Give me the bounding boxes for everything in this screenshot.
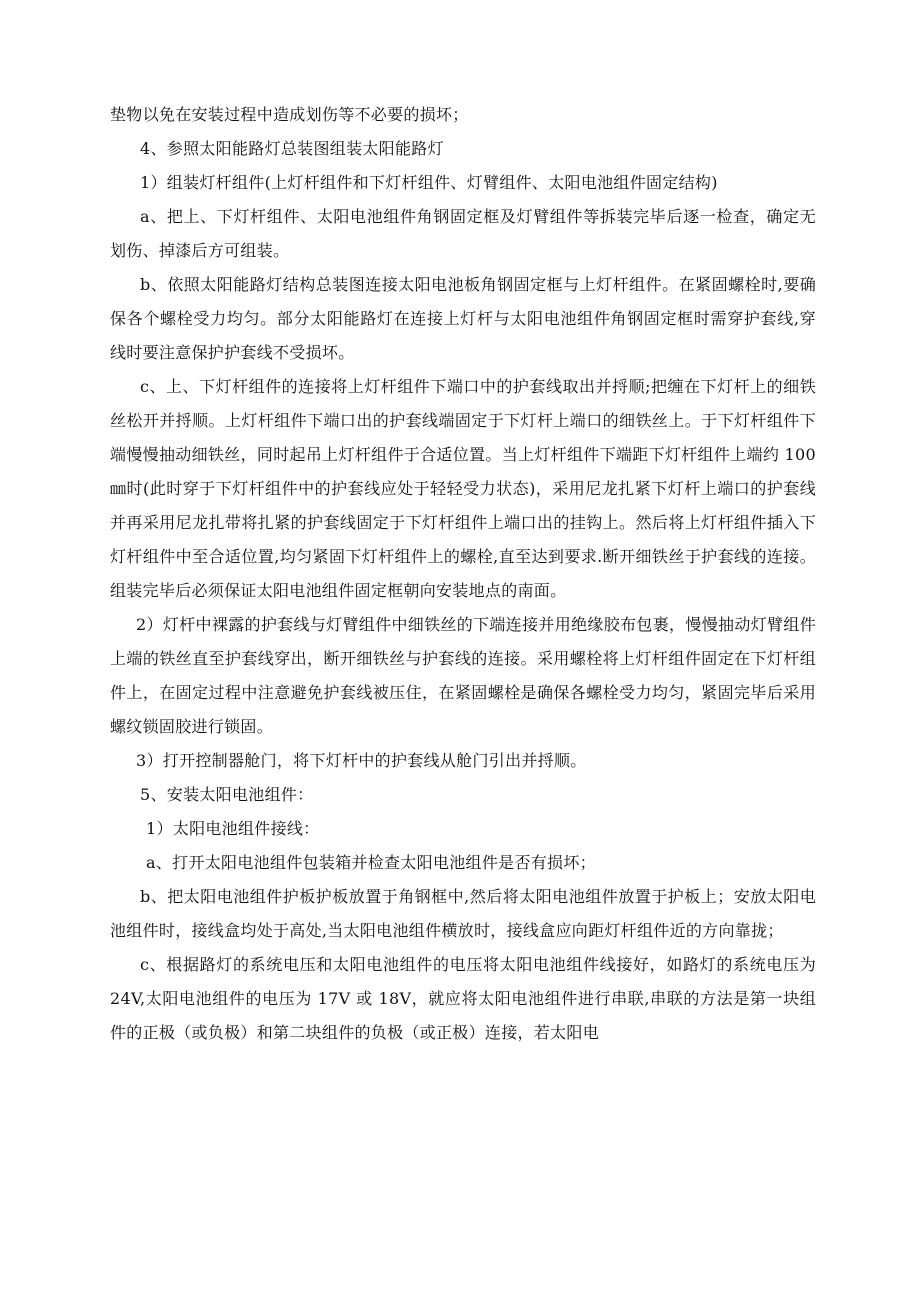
step-1c-paragraph: c、上、下灯杆组件的连接将上灯杆组件下端口中的护套线取出并捋顺;把缠在下灯杆上的细铁丝松开并捋顺。上灯杆组件下端口出的护套线端固定于下灯杆上端口的细铁丝上。于下灯杆组件下端慢慢抽动细铁丝，同时起吊上灯杆组件于合适位置。当上灯杆组件下端距下灯杆组件上端约 100㎜时(此时穿于下灯杆组件中的护套线应处于轻轻受力状态)，采用尼龙扎紧下灯杆上端口的护套线并再采用尼龙扎带将扎紧的护套线固定于下灯杆组件上端口出的挂钩上。然后将上灯杆组件插入下灯杆组件中至合适位置,均匀紧固下灯杆组件上的螺栓,直至达到要求.断开细铁丝于护套线的连接。组装完毕后必须保证太阳电池组件固定框朝向安装地点的南面。	[110, 377, 816, 600]
step-1-heading: 1）组装灯杆组件(上灯杆组件和下灯杆组件、灯臂组件、太阳电池组件固定结构)	[140, 173, 718, 192]
section-heading-4: 4、参照太阳能路灯总装图组装太阳能路灯	[140, 139, 444, 158]
step-2-paragraph: 2）灯杆中裸露的护套线与灯臂组件中细铁丝的下端连接并用绝缘胶布包裹，慢慢抽动灯臂组件上端的铁丝直至护套线穿出，断开细铁丝与护套线的连接。采用螺栓将上灯杆组件固定在下灯杆组件上，在固定过程中注意避免护套线被压住，在紧固螺栓是确保各螺栓受力均匀，紧固完毕后采用螺纹锁固胶进行锁固。	[110, 615, 816, 736]
substep-1c-paragraph: c、根据路灯的系统电压和太阳电池组件的电压将太阳电池组件线接好，如路灯的系统电压为 24V,太阳电池组件的电压为 17V 或 18V，就应将太阳电池组件进行串联,串联的方法是第一块组件的正极（或负极）和第二块组件的负极（或正极）连接，若太阳电	[110, 955, 816, 1042]
substep-1a-paragraph: a、打开太阳电池组件包装箱并检查太阳电池组件是否有损坏；	[146, 853, 596, 872]
section-heading-5: 5、安装太阳电池组件：	[140, 785, 314, 804]
step-3-paragraph: 3）打开控制器舱门，将下灯杆中的护套线从舱门引出并捋顺。	[136, 751, 587, 770]
substep-1-heading: 1）太阳电池组件接线：	[146, 819, 320, 838]
substep-1b-paragraph: b、把太阳电池组件护板护板放置于角钢框中,然后将太阳电池组件放置于护板上；安放太阳电池组件时，接线盒均处于高处,当太阳电池组件横放时，接线盒应向距灯杆组件近的方向靠拢；	[110, 887, 816, 940]
step-1b-paragraph: b、依照太阳能路灯结构总装图连接太阳电池板角钢固定框与上灯杆组件。在紧固螺栓时,要确保各个螺栓受力均匀。部分太阳能路灯在连接上灯杆与太阳电池组件角钢固定框时需穿护套线,穿线时要注意保护护套线不受损坏。	[110, 275, 816, 362]
paragraph-continuation: 垫物以免在安装过程中造成划伤等不必要的损坏；	[110, 105, 469, 124]
step-1a-paragraph: a、把上、下灯杆组件、太阳电池组件角钢固定框及灯臂组件等拆装完毕后逐一检查，确定无划伤、掉漆后方可组装。	[110, 207, 816, 260]
document-page	[110, 98, 816, 1050]
